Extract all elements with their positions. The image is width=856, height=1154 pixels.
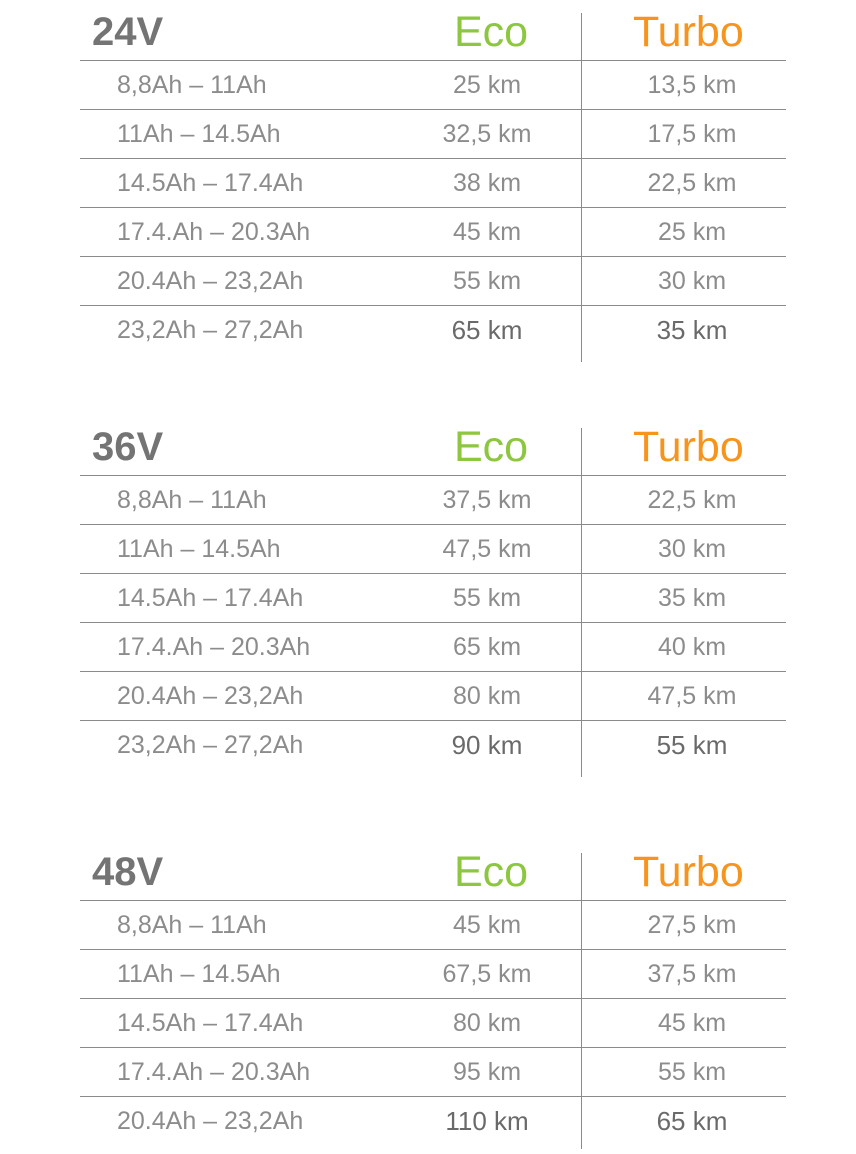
eco-range-cell: 90 km — [451, 730, 523, 760]
table-row — [80, 1048, 786, 1097]
turbo-column-header: Turbo — [633, 423, 744, 471]
eco-column-header: Eco — [454, 8, 529, 56]
capacity-cell: 20.4Ah – 23,2Ah — [117, 682, 304, 710]
eco-range-cell: 38 km — [452, 169, 522, 197]
eco-range-cell: 95 km — [452, 1058, 522, 1086]
capacity-cell: 20.4Ah – 23,2Ah — [117, 267, 304, 295]
capacity-cell: 14.5Ah – 17.4Ah — [117, 169, 304, 197]
turbo-column-header: Turbo — [633, 848, 744, 896]
turbo-range-cell: 45 km — [657, 1009, 727, 1037]
table-row — [80, 623, 786, 672]
table-row — [80, 306, 786, 354]
table-header — [80, 421, 786, 476]
table-row — [80, 672, 786, 721]
capacity-cell: 14.5Ah – 17.4Ah — [117, 584, 304, 612]
table-row — [80, 574, 786, 623]
range-table-24v — [80, 6, 786, 354]
capacity-cell: 17.4.Ah – 20.3Ah — [117, 1058, 311, 1086]
turbo-range-cell: 40 km — [657, 633, 727, 661]
capacity-cell: 17.4.Ah – 20.3Ah — [117, 633, 311, 661]
voltage-title: 24V — [92, 10, 164, 54]
turbo-range-cell: 27,5 km — [647, 911, 737, 939]
range-table-36v — [80, 421, 786, 769]
table-header — [80, 846, 786, 901]
capacity-cell: 11Ah – 14.5Ah — [117, 535, 281, 563]
table-row — [80, 901, 786, 950]
turbo-range-cell: 55 km — [657, 1058, 727, 1086]
table-row — [80, 1097, 786, 1145]
table-row — [80, 476, 786, 525]
eco-range-cell: 65 km — [451, 315, 523, 345]
eco-range-cell: 25 km — [452, 71, 522, 99]
eco-range-cell: 45 km — [452, 911, 522, 939]
capacity-cell: 17.4.Ah – 20.3Ah — [117, 218, 311, 246]
eco-column-header: Eco — [454, 848, 529, 896]
eco-range-cell: 67,5 km — [442, 960, 532, 988]
voltage-title: 48V — [92, 850, 164, 894]
turbo-range-cell: 35 km — [656, 315, 728, 345]
table-header — [80, 6, 786, 61]
table-row — [80, 525, 786, 574]
turbo-range-cell: 47,5 km — [647, 682, 737, 710]
capacity-cell: 8,8Ah – 11Ah — [117, 911, 267, 939]
turbo-range-cell: 55 km — [656, 730, 728, 760]
capacity-cell: 8,8Ah – 11Ah — [117, 486, 267, 514]
eco-range-cell: 55 km — [452, 584, 522, 612]
capacity-cell: 20.4Ah – 23,2Ah — [117, 1107, 304, 1135]
capacity-cell: 11Ah – 14.5Ah — [117, 960, 281, 988]
turbo-range-cell: 30 km — [657, 535, 727, 563]
table-row — [80, 159, 786, 208]
eco-range-cell: 32,5 km — [442, 120, 532, 148]
table-row — [80, 999, 786, 1048]
turbo-range-cell: 22,5 km — [647, 486, 737, 514]
turbo-range-cell: 13,5 km — [647, 71, 737, 99]
eco-range-cell: 80 km — [452, 682, 522, 710]
table-row — [80, 950, 786, 999]
turbo-range-cell: 25 km — [657, 218, 727, 246]
turbo-range-cell: 17,5 km — [647, 120, 737, 148]
capacity-cell: 14.5Ah – 17.4Ah — [117, 1009, 304, 1037]
voltage-title: 36V — [92, 425, 164, 469]
turbo-range-cell: 22,5 km — [647, 169, 737, 197]
eco-range-cell: 65 km — [452, 633, 522, 661]
table-row — [80, 721, 786, 769]
eco-column-header: Eco — [454, 423, 529, 471]
capacity-cell: 23,2Ah – 27,2Ah — [117, 316, 304, 344]
range-table-48v — [80, 846, 786, 1145]
eco-range-cell: 45 km — [452, 218, 522, 246]
eco-range-cell: 47,5 km — [442, 535, 532, 563]
table-row — [80, 208, 786, 257]
eco-range-cell: 110 km — [445, 1106, 529, 1136]
table-row — [80, 257, 786, 306]
eco-range-cell: 55 km — [452, 267, 522, 295]
turbo-range-cell: 65 km — [656, 1106, 728, 1136]
capacity-cell: 8,8Ah – 11Ah — [117, 71, 267, 99]
turbo-range-cell: 35 km — [657, 584, 727, 612]
eco-range-cell: 37,5 km — [442, 486, 532, 514]
turbo-column-header: Turbo — [633, 8, 744, 56]
table-row — [80, 110, 786, 159]
turbo-range-cell: 30 km — [657, 267, 727, 295]
turbo-range-cell: 37,5 km — [647, 960, 737, 988]
eco-range-cell: 80 km — [452, 1009, 522, 1037]
capacity-cell: 11Ah – 14.5Ah — [117, 120, 281, 148]
capacity-cell: 23,2Ah – 27,2Ah — [117, 731, 304, 759]
table-row — [80, 61, 786, 110]
